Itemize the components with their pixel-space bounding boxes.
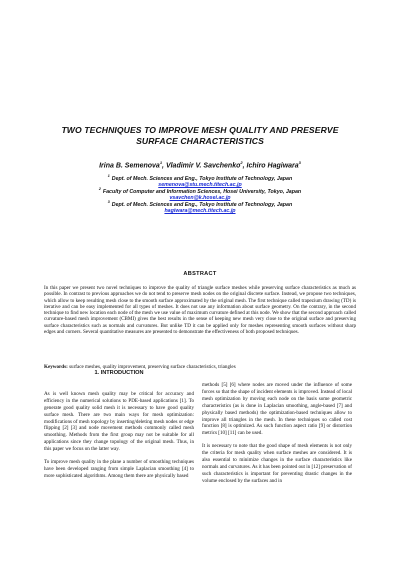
author-name: Irina B. Semenova bbox=[99, 162, 160, 170]
paper-title bbox=[40, 125, 360, 147]
section-heading: 1. INTRODUCTION bbox=[94, 370, 144, 376]
author-list: Irina B. Semenova$^1$, Vladimir V. Savchenko$^2$, Ichiro Hagiwara$^3$ bbox=[99, 160, 301, 170]
affiliation-mark: 1 bbox=[107, 174, 110, 179]
author-mark: 1 bbox=[159, 160, 163, 165]
author-name: Ichiro Hagiwara bbox=[246, 162, 299, 170]
abstract-text: In this paper we present two novel techniques to improve the quality of triangle surface meshes while preserving surface characteristics as much as possible. In contrast to previous approaches we do not tend to preserve mesh nodes on the original discrete surface. Instead, we propose two techniques, which allow to keep resulting mesh close to the smooth surface approximated by the original mesh. The first technique called trapezium drawing (TD) is iterative and can be easy implemented for all types of meshes. It does not use any information about surface geometry. On the contrary, in the second technique to find new location each node of the mesh we use value of maximum curvature defined at this node. We show that the second approach called curvature-based mesh improvement (CBMI) gives the best results in the sense of keeping new mesh very close to the original surface and preserving surface characteristics such as normals and curvatures. But unlike TD it can be applied only for meshes representing smooth surfaces without sharp edges and corners. Several quantitative measures are presented to demonstrate the effectiveness of both proposed techniques. bbox=[44, 285, 356, 336]
keywords-label: Keywords: bbox=[44, 364, 68, 370]
affiliation-text: Dept. of Mech. Sciences and Eng., Tokyo Institute of Technology, Japan bbox=[111, 201, 293, 208]
email-link[interactable]: semenova@stu.mech.titech.ac.jp bbox=[158, 182, 242, 189]
body-paragraph: To improve mesh quality in the plane a number of smoothing techniques have been developed ranging from simple Laplacian smoothing [4] to more sophisticated algorithms. Among them there are physically based bbox=[44, 459, 194, 479]
title-line-1: TWO TECHNIQUES TO IMPROVE MESH QUALITY AND PRESERVE bbox=[61, 125, 339, 135]
affiliation-list bbox=[40, 176, 360, 214]
body-paragraph: methods [5] [6] where nodes are moved under the influence of some forces so that the shape of incident elements is improved. Instead of local mesh optimization by moving each node on the basis some geometric characteristics (as is done in Laplacian smoothing, angle-based [7] and physically based methods) the optimization-based techniques allow to improve all triangles in the mesh. In these techniques so called cost function [8] is optimized. As such function aspect ratio [9] or distortion metrics [10] [11] can be used. bbox=[202, 382, 352, 437]
affiliation-text: Faculty of Computer and Information Sciences, Hosei University, Tokyo, Japan bbox=[102, 188, 302, 195]
affiliation bbox=[40, 189, 360, 202]
body-paragraph: As is well known mesh quality may be critical for accuracy and efficiency in the numerical solutions to PDE-based applications [1]. To generate good quality solid mesh it is necessary to have good quality surface mesh. There are two main ways for mesh optimization: modifications of mesh topology by inserting/deleting mesh nodes or edge flipping [2] [3] and node movement methods commonly called mesh smoothing. Methods from the first group may not be suitable for all applications since they change topology of the original mesh. Thus, in this paper we focus on the latter way. bbox=[44, 390, 194, 453]
body-paragraph: It is necessary to note that the good shape of mesh elements is not only the criteria for mesh quality when surface meshes are considered. It is also essential to minimize changes in the surface characteristics like normals and curvatures. As it has been pointed out in [12] preservation of such characteristics is important for preventing drastic changes in the volume enclosed by the surfaces and in bbox=[202, 443, 352, 484]
affiliation-text: Dept. of Mech. Sciences and Eng., Tokyo Institute of Technology, Japan bbox=[111, 176, 293, 182]
affiliation-mark: 2 bbox=[98, 187, 101, 192]
affiliation bbox=[40, 199, 360, 215]
right-column bbox=[202, 382, 352, 491]
title-line-2: SURFACE CHARACTERISTICS bbox=[136, 136, 264, 146]
author-mark: 2 bbox=[240, 160, 243, 165]
affiliation-mark: 3 bbox=[107, 199, 110, 204]
left-column bbox=[44, 370, 194, 486]
email-link[interactable]: hagiwara@mech.titech.ac.jp bbox=[164, 208, 236, 215]
author-mark: 3 bbox=[298, 160, 301, 165]
abstract-heading: ABSTRACT bbox=[183, 271, 217, 277]
keywords-text: surface meshes, quality improvement, preserving surface characteristics, triangles bbox=[69, 364, 236, 370]
email-link[interactable]: vsavchen@k.hosei.ac.jp bbox=[169, 195, 231, 202]
author-name: Vladimir V. Savchenko bbox=[165, 162, 241, 170]
